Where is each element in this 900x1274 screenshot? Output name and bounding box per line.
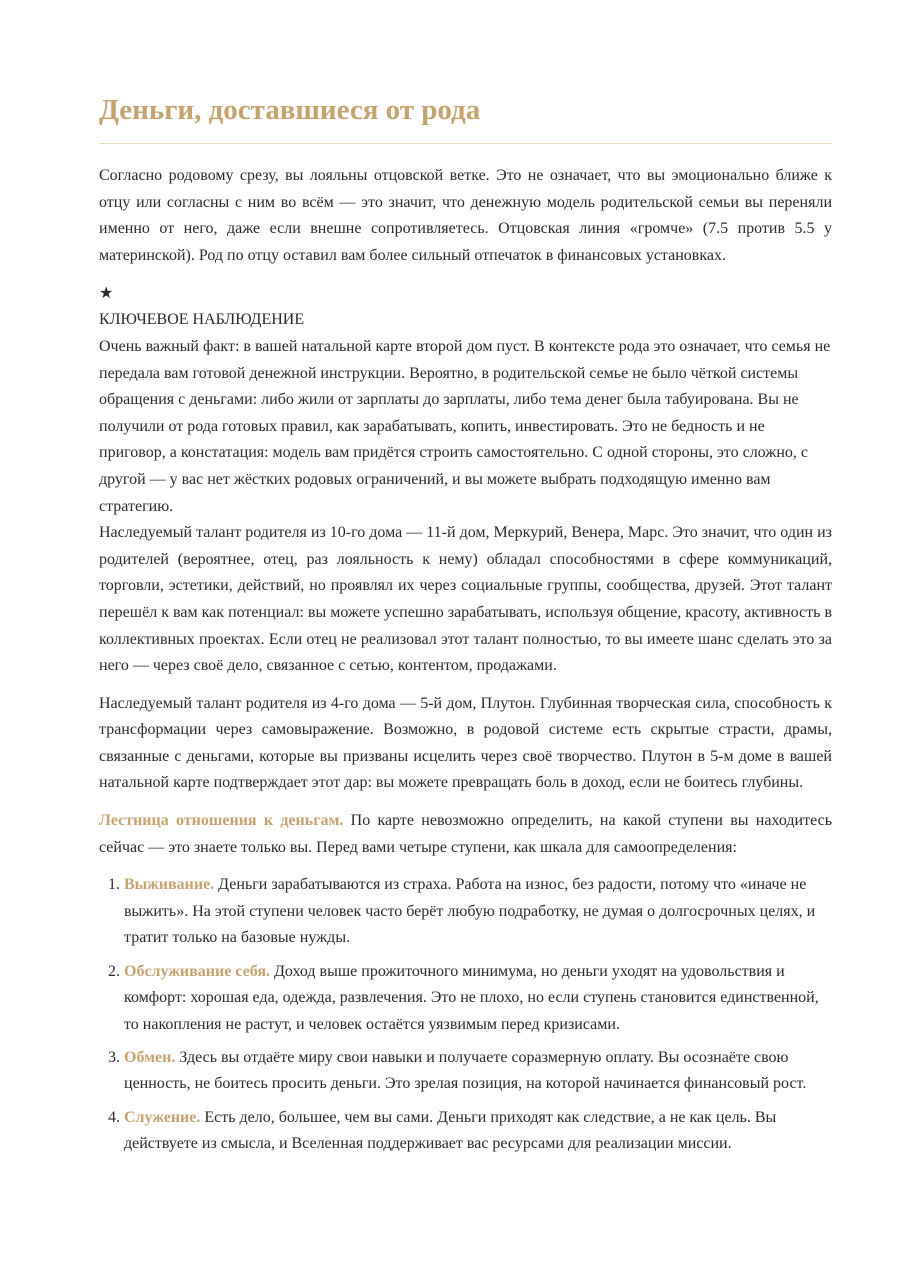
list-item [124,959,832,1039]
ladder-intro-paragraph [99,808,832,861]
step-text: Деньги зарабатываются из страха. Работа на износ, без радости, потому что «иначе не выжить». На этой ступени человек часто берёт любую подработку, не думая о долгосрочных целях, и тратит только на базовые нужды. [124,876,816,947]
ladder-label: Лестница отношения к деньгам. [99,812,344,830]
key-observation-text: Очень важный факт: в вашей натальной карте второй дом пуст. В контексте рода это означает, что семья не передала вам готовой денежной инструкции. Вероятно, в родительской семье не было чёткой системы обращения с деньгами: либо жили от зарплаты до зарплаты, либо тема денег была табуирована. Вы не получили от рода готовых правил, как зарабатывать, копить, инвестировать. Это не бедность и не приговор, а констатация: модель вам придётся строить самостоятельно. С одной стороны, это сложно, с другой — у вас нет жёстких родовых ограничений, и вы можете выбрать подходящую именно вам стратегию. [99,337,831,515]
step-text: Здесь вы отдаёте миру свои навыки и получаете соразмерную оплату. Вы осознаёте свою ценность, не боитесь просить деньги. Это зрелая позиция, на которой начинается финансовый рост. [124,1048,807,1093]
key-observation-heading: КЛЮЧЕВОЕ НАБЛЮДЕНИЕ [99,311,305,329]
document-page [99,92,832,1164]
step-label: Обслуживание себя. [124,962,270,980]
star-icon: ★ [99,285,114,303]
ladder-steps-list [99,872,832,1157]
step-label: Выживание. [124,876,215,894]
step-text: Есть дело, большее, чем вы сами. Деньги приходят как следствие, а не как цель. Вы действуете из смысла, и Вселенная поддерживает вас ресурсами для реализации миссии. [124,1108,777,1153]
step-text: Доход выше прожиточного минимума, но деньги уходят на удовольствия и комфорт: хорошая еда, одежда, развлечения. Это не плохо, но если ступень становится единственной, то накопления не растут, и человек остаётся уязвимым перед кризисами. [124,962,819,1033]
list-item [124,1105,832,1158]
intro-paragraph: Согласно родовому срезу, вы лояльны отцовской ветке. Это не означает, что вы эмоционально ближе к отцу или согласны с ним во всём — это значит, что денежную модель родительской семьи вы переняли именно от него, даже если внешне сопротивляетесь. Отцовская линия «громче» (7.5 против 5.5 у материнской). Род по отцу оставил вам более сильный отпечаток в финансовых установках. [99,167,832,264]
page-title: Деньги, доставшиеся от рода [99,92,832,144]
list-item [124,1045,832,1098]
talent-4-paragraph: Наследуемый талант родителя из 4-го дома — 5-й дом, Плутон. Глубинная творческая сила, способность к трансформации через самовыражение. Возможно, в родовой системе есть скрытые страсти, драмы, связанные с деньгами, которые вы призваны исцелить через своё творчество. Плутон в 5-м доме в вашей натальной карте подтверждает этот дар: вы можете превращать боль в доход, если не боитесь глубины. [99,694,832,792]
list-item [124,872,832,952]
step-label: Обмен. [124,1048,176,1066]
step-label: Служение. [124,1108,201,1126]
talent-10-paragraph: Наследуемый талант родителя из 10-го дома — 11-й дом, Меркурий, Венера, Марс. Это значит, что один из родителей (вероятнее, отец, раз лояльность к нему) обладал способностями в сфере коммуникаций, торговли, эстетики, действий, но проявлял их через социальные группы, сообщества, друзей. Этот талант перешёл к вам как потенциал: вы можете успешно зарабатывать, используя общение, красоту, активность в коллективных проектах. Если отец не реализовал этот талант полностью, то вы имеете шанс сделать это за него — через своё дело, связанное с сетью, контентом, продажами. [99,524,832,675]
ladder-text: По карте невозможно определить, на какой ступени вы находитесь сейчас — это знаете только вы. Перед вами четыре ступени, как шкала для самоопределения: [99,812,832,856]
